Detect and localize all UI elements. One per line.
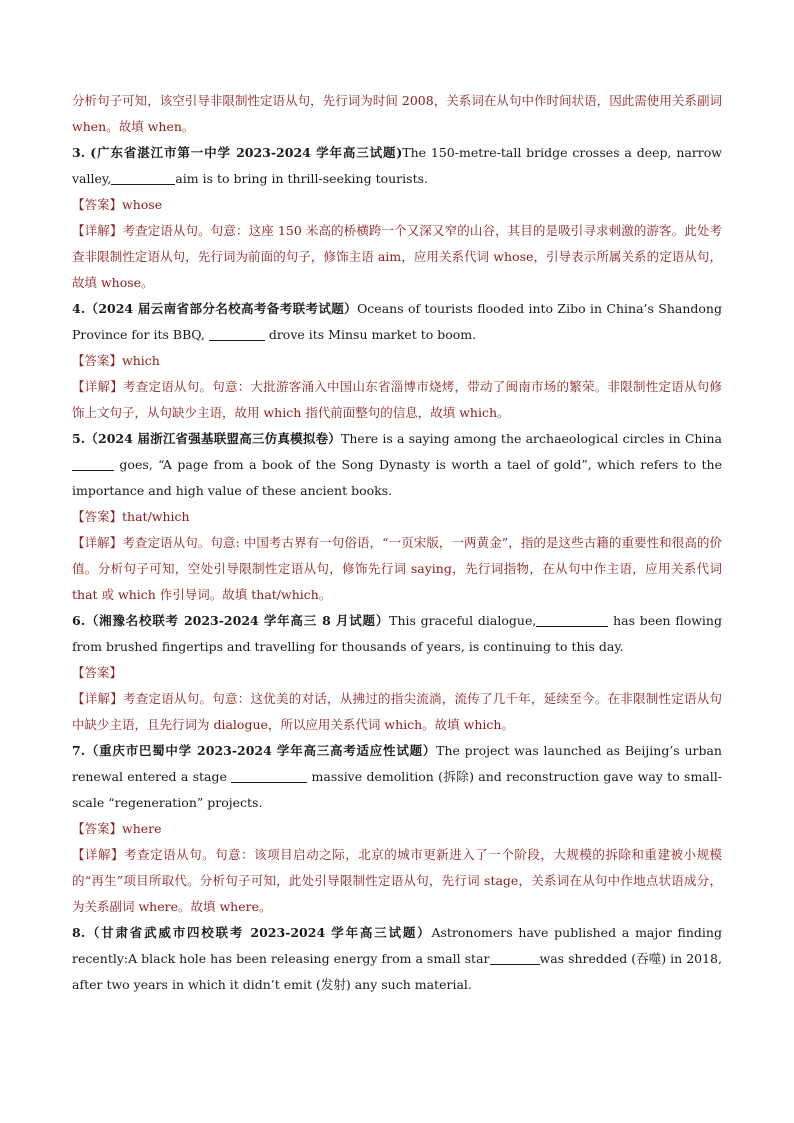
answer-label: 【答案】 bbox=[72, 821, 123, 836]
answer-value: whose bbox=[122, 197, 163, 212]
blank-line bbox=[72, 456, 114, 471]
blank-line bbox=[536, 612, 608, 627]
analysis-text: 。 bbox=[181, 119, 195, 134]
question-text: Astronomers have published a major finding recently:A black hole has been releasing energy from a small star bbox=[72, 925, 722, 966]
q2-analysis-tail bbox=[72, 88, 722, 140]
detail-text: 考查定语从句。句意：这座 150 米高的桥横跨一个又深又窄的山谷，其目的是吸引寻求刺激的游客。此处考查非限制性定语从句，先行词为前面的句子，修饰主语 aim，应用关系代词 whose，引导表示所属关系的定语从句，故填 whose。 bbox=[72, 223, 722, 290]
blank-line bbox=[490, 950, 540, 965]
blank-line bbox=[111, 170, 175, 185]
answer-row bbox=[72, 348, 722, 374]
question-text: There is a saying among the archaeological circles in China bbox=[341, 431, 722, 446]
detail-row bbox=[72, 686, 722, 738]
detail-label: 【详解】 bbox=[72, 535, 123, 550]
answer-word: when bbox=[72, 119, 107, 134]
question-4 bbox=[72, 296, 722, 348]
question-source: 6.（湘豫名校联考 2023-2024 学年高三 8 月试题） bbox=[72, 613, 390, 628]
answer-label: 【答案】 bbox=[72, 665, 123, 680]
blank-line bbox=[209, 326, 265, 341]
question-text: was shredded (吞噬) in 2018, after two years in which it didn’t emit (发射) any such material. bbox=[72, 951, 722, 992]
question-8 bbox=[72, 920, 722, 998]
question-text: has been flowing from brushed fingertips and travelling for thousands of years, is continuing to this day. bbox=[72, 613, 722, 654]
question-text: massive demolition (拆除) and reconstruction gave way to small-scale “regeneration” projects. bbox=[72, 769, 722, 810]
answer-word: when bbox=[147, 119, 182, 134]
answer-label: 【答案】 bbox=[72, 353, 123, 368]
question-source: 4.（2024 届云南省部分名校高考备考联考试题） bbox=[72, 301, 358, 316]
question-text: Oceans of tourists flooded into Zibo in China’s Shandong Province for its BBQ, bbox=[72, 301, 722, 342]
detail-text: 考查定语从句。句意：该项目启动之际，北京的城市更新进入了一个阶段，大规模的拆除和重建被小规模的“再生”项目所取代。分析句子可知，此处引导限制性定语从句，先行词 stage，关系词在从句中作地点状语成分，为关系副词 where。故填 where。 bbox=[72, 847, 722, 914]
detail-label: 【详解】 bbox=[72, 223, 123, 238]
question-text: goes, “A page from a book of the Song Dynasty is worth a tael of gold”, which refers to the importance and high value of these ancient books. bbox=[72, 457, 722, 498]
analysis-text: 。故填 bbox=[106, 119, 148, 134]
question-3 bbox=[72, 140, 722, 192]
answer-value: where bbox=[122, 821, 162, 836]
answer-row bbox=[72, 192, 722, 218]
detail-label: 【详解】 bbox=[72, 847, 125, 862]
question-text: The project was launched as Beijing’s urban renewal entered a stage bbox=[72, 743, 722, 784]
detail-label: 【详解】 bbox=[72, 691, 123, 706]
question-source: 5.（2024 届浙江省强基联盟高三仿真模拟卷） bbox=[72, 431, 342, 446]
question-5 bbox=[72, 426, 722, 504]
question-text: The 150-metre-tall bridge crosses a deep, narrow valley, bbox=[72, 145, 723, 186]
question-6 bbox=[72, 608, 722, 660]
detail-label: 【详解】 bbox=[72, 379, 123, 394]
year-value: 2008 bbox=[401, 93, 434, 108]
answer-value: that/which bbox=[122, 509, 190, 524]
answer-row bbox=[72, 816, 722, 842]
analysis-text: ，关系词在从句中作时间状语，因此需使用关系副词 bbox=[433, 93, 722, 108]
answer-row bbox=[72, 660, 722, 686]
question-source: 3. (广东省湛江市第一中学 2023-2024 学年高三试题) bbox=[72, 145, 403, 160]
blank-line bbox=[231, 768, 307, 783]
document-content bbox=[72, 88, 722, 998]
question-text: This graceful dialogue, bbox=[389, 613, 537, 628]
analysis-text: 分析句子可知，该空引导非限制性定语从句，先行词为时间 bbox=[72, 93, 402, 108]
detail-row bbox=[72, 842, 722, 920]
answer-label: 【答案】 bbox=[72, 197, 123, 212]
detail-row bbox=[72, 374, 722, 426]
detail-row bbox=[72, 530, 722, 608]
question-text: aim is to bring in thrill-seeking tourists. bbox=[175, 171, 428, 186]
question-text: drove its Minsu market to boom. bbox=[264, 327, 477, 342]
question-source: 8.（甘肃省武威市四校联考 2023-2024 学年高三试题） bbox=[72, 925, 432, 940]
detail-row bbox=[72, 218, 722, 296]
answer-value: which bbox=[122, 353, 160, 368]
detail-text: 考查定语从句。句意: 中国考古界有一句俗语，“一页宋版，一两黄金”，指的是这些古籍的重要性和很高的价值。分析句子可知，空处引导限制性定语从句，修饰先行词 saying，先行词指物，在从句中作主语，应用关系代词 that 或 which 作引导词。故填 that/which。 bbox=[72, 535, 722, 602]
detail-text: 考查定语从句。句意：大批游客涌入中国山东省淄博市烧烤，带动了闽南市场的繁荣。非限制性定语从句修饰上文句子，从句缺少主语，故用 which 指代前面整句的信息，故填 which。 bbox=[72, 379, 722, 420]
question-source: 7.（重庆市巴蜀中学 2023-2024 学年高三高考适应性试题） bbox=[72, 743, 437, 758]
answer-row bbox=[72, 504, 722, 530]
answer-label: 【答案】 bbox=[72, 509, 123, 524]
detail-text: 考查定语从句。句意：这优美的对话，从拂过的指尖流淌，流传了几千年，延续至今。在非限制性定语从句中缺少主语，且先行词为 dialogue，所以应用关系代词 which。故填 which。 bbox=[72, 691, 722, 732]
question-7 bbox=[72, 738, 722, 816]
